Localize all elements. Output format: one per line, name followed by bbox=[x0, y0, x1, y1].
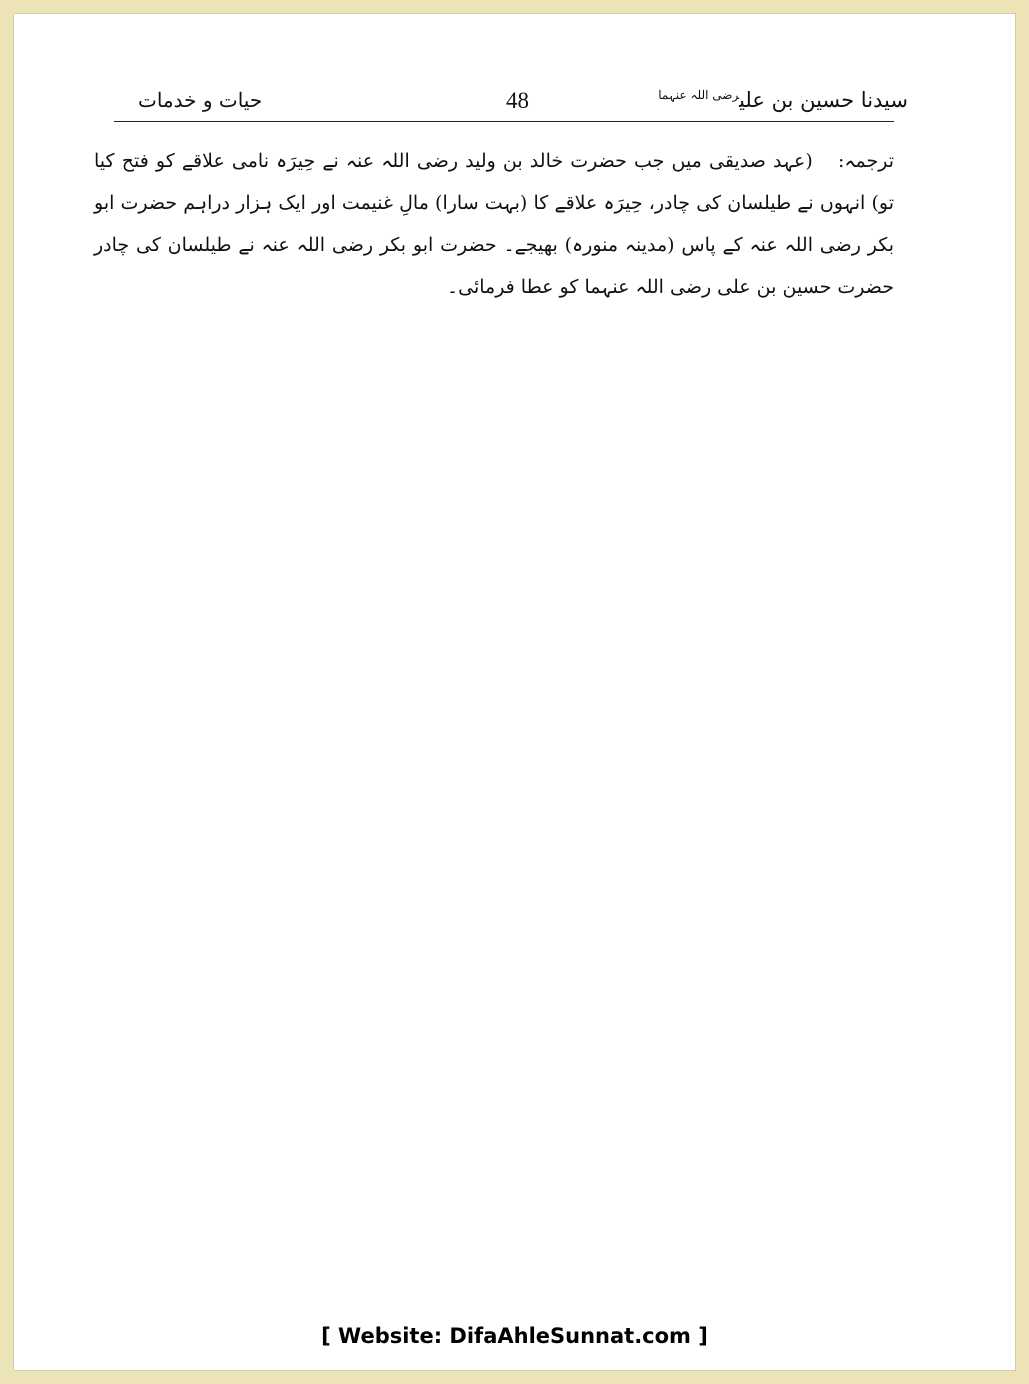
translation-paragraph bbox=[94, 140, 894, 308]
book-title bbox=[658, 88, 908, 112]
header-divider bbox=[114, 121, 894, 122]
honorific-text: رضی اللہ عنہما bbox=[658, 88, 740, 102]
book-title-text: سیدنا حسین بن علی bbox=[739, 88, 908, 112]
translation-text: (عہد صدیقی میں جب حضرت خالد بن ولید رضی اللہ عنہ نے حِیرَہ نامی علاقے کو فتح کیا تو) انہوں نے طیلسان کی چادر، حِیرَہ علاقے کا (بہت سارا) مالِ غنیمت اور ایک ہزار دراہم حضرت ابو بکر رضی اللہ عنہ کے پاس (مدینہ منورہ) بھیجے۔ حضرت ابو بکر رضی اللہ عنہ نے طیلسان کی چادر حضرت حسین بن علی رضی اللہ عنہما کو عطا فرمائی۔ bbox=[94, 150, 894, 298]
website-footer: [ Website: DifaAhleSunnat.com ] bbox=[321, 1324, 708, 1348]
chapter-title: حیات و خدمات bbox=[138, 88, 263, 112]
translation-label: ترجمہ: bbox=[837, 150, 894, 172]
page-header bbox=[128, 88, 908, 128]
page-number: 48 bbox=[506, 88, 529, 113]
